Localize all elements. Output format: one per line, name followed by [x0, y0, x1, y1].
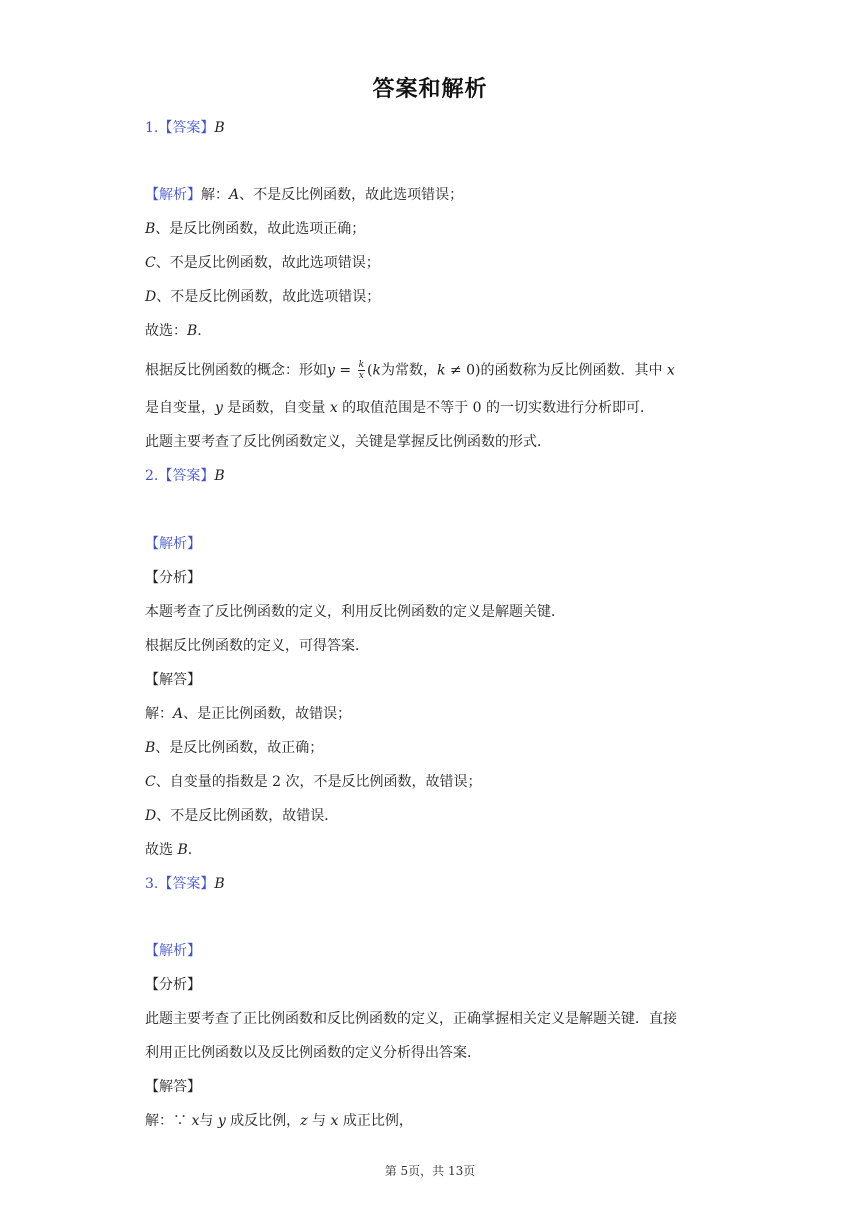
q1-choose-text: 故选：	[145, 323, 187, 339]
formula-y: y	[327, 362, 335, 379]
q3-answer-line	[145, 874, 225, 894]
formula-const-text: 为常数，	[380, 362, 437, 379]
formula-equals: =	[334, 362, 356, 379]
q1-concept-line-2	[145, 398, 654, 418]
q1-option-d-line	[145, 287, 380, 307]
q3-jieda-text-3: 与	[307, 1113, 331, 1129]
q3-fenxi-tag: 【分析】	[145, 977, 201, 993]
q1-concept-x2: x	[329, 400, 338, 416]
formula-fraction	[358, 360, 365, 381]
formula-neq: ≠ 0)	[445, 362, 481, 379]
q1-answer-tag: 【答案】	[158, 120, 215, 136]
q1-concept-line-1	[145, 360, 675, 381]
q3-jieda-x: x	[191, 1113, 200, 1129]
q2-answer-tag: 【答案】	[158, 468, 215, 484]
q1-choose-line	[145, 321, 202, 341]
q3-fenxi-line-2: 利用正比例函数以及反比例函数的定义分析得出答案．	[145, 1045, 481, 1061]
q1-concept-y: y	[215, 400, 223, 416]
q2-choose-letter: B	[177, 842, 188, 858]
q3-jieda-x2: x	[330, 1113, 339, 1129]
q2-option-b-line	[145, 738, 323, 758]
q3-jieda-tag: 【解答】	[145, 1079, 201, 1095]
formula-k: k	[372, 362, 381, 379]
q3-jieda-text-1: 与	[199, 1113, 218, 1129]
q1-option-d-text: 、不是反比例函数，故此选项错误；	[156, 289, 381, 305]
q3-jieda-intro: 解：∵	[145, 1113, 192, 1129]
formula-denominator: x	[358, 371, 364, 381]
q3-jieda-text-2: 成反比例，	[225, 1113, 301, 1129]
q1-analysis-line	[145, 185, 463, 205]
q1-option-b-letter: B	[145, 221, 156, 237]
q2-option-d-text: 、不是反比例函数，故错误．	[156, 808, 339, 824]
formula-k2: k	[436, 362, 446, 379]
q2-jieda-tag: 【解答】	[145, 672, 201, 688]
q2-fenxi-tag: 【分析】	[145, 570, 201, 586]
q2-analysis-tag: 【解析】	[145, 536, 201, 552]
q1-concept-text-5: 的取值范围是不等于 0 的一切实数进行分析即可．	[337, 400, 654, 416]
q2-option-b-letter: B	[145, 740, 156, 756]
q2-option-a-letter: A	[173, 706, 184, 722]
q1-concept-text-1: 根据反比例函数的概念：形如	[145, 362, 327, 379]
q1-analysis-tag: 【解析】	[145, 187, 201, 203]
q3-jieda-text-4: 成正比例，	[338, 1113, 413, 1129]
q2-choose-text: 故选	[145, 842, 178, 858]
q1-choose-end: .	[197, 323, 202, 339]
q2-option-a-text: 、是正比例函数，故错误；	[183, 706, 352, 722]
q3-jieda-y: y	[217, 1113, 226, 1129]
q2-option-c-text: 、自变量的指数是 2 次，不是反比例函数，故错误；	[155, 774, 482, 790]
q2-jieda-intro: 解：	[145, 706, 173, 722]
q1-concept-text-3: 是自变量，	[145, 400, 215, 416]
q1-option-b-text: 、是反比例函数，故此选项正确；	[155, 221, 366, 237]
q2-option-a-line	[145, 704, 351, 724]
q3-jieda-line	[145, 1111, 413, 1131]
q3-jieda-z: z	[300, 1113, 308, 1129]
page-footer: 第 5页，共 13页	[384, 1164, 476, 1178]
q2-option-b-text: 、是反比例函数，故正确；	[155, 740, 324, 756]
q1-analysis-intro: 解：	[201, 187, 229, 203]
q1-option-c-line	[145, 253, 380, 273]
q2-answer-letter: B	[214, 468, 225, 484]
q2-option-c-letter: C	[145, 774, 156, 790]
page-title: 答案和解析	[372, 77, 488, 102]
q2-answer-number: 2.	[145, 468, 159, 484]
q3-answer-tag: 【答案】	[158, 876, 215, 892]
q2-fenxi-line-2: 根据反比例函数的定义，可得答案．	[145, 638, 369, 654]
formula-paren: (	[367, 362, 373, 379]
q1-option-a-letter: A	[229, 187, 240, 203]
q3-fenxi-line-1: 此题主要考查了正比例函数和反比例函数的定义，正确掌握相关定义是解题关键．直接	[145, 1011, 677, 1027]
q2-option-d-line	[145, 806, 338, 826]
q3-analysis-tag: 【解析】	[145, 943, 201, 959]
q2-choose-end: .	[187, 842, 193, 858]
q1-answer-line	[145, 118, 225, 138]
q1-concept-x: x	[666, 362, 675, 379]
q2-option-d-letter: D	[145, 808, 157, 824]
q1-concept-text-2: 的函数称为反比例函数．其中	[480, 362, 667, 379]
q1-option-c-letter: C	[145, 255, 156, 271]
q1-option-b-line	[145, 219, 365, 239]
q3-answer-number: 3.	[145, 876, 159, 892]
q1-option-a-text: 、不是反比例函数，故此选项错误；	[239, 187, 464, 203]
q1-summary-line: 此题主要考查了反比例函数定义，关键是掌握反比例函数的形式．	[145, 434, 551, 450]
q2-choose-line	[145, 840, 192, 860]
q1-answer-number: 1.	[145, 120, 159, 136]
q1-option-c-text: 、不是反比例函数，故此选项错误；	[155, 255, 380, 271]
q3-answer-letter: B	[214, 876, 225, 892]
q1-choose-letter: B	[187, 323, 198, 339]
formula-numerator: k	[358, 360, 365, 370]
q1-concept-text-4: 是函数，自变量	[222, 400, 330, 416]
q2-option-c-line	[145, 772, 482, 792]
q2-answer-line	[145, 466, 225, 486]
q2-fenxi-line-1: 本题考查了反比例函数的定义，利用反比例函数的定义是解题关键．	[145, 604, 565, 620]
q1-option-d-letter: D	[145, 289, 157, 305]
q1-answer-letter: B	[214, 120, 225, 136]
